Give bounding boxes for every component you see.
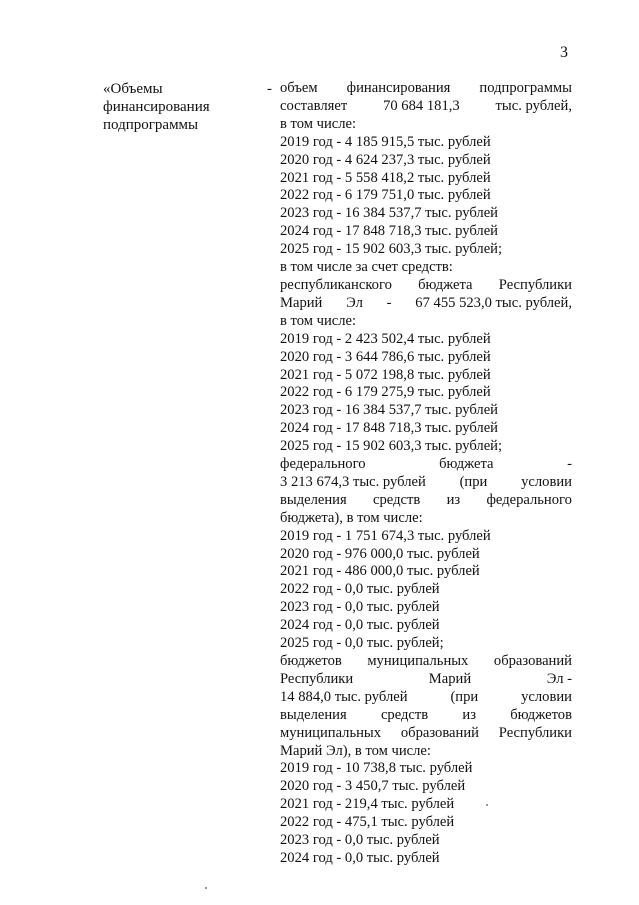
word: 3 213 674,3 тыс. рублей	[280, 473, 426, 490]
page-number: 3	[560, 44, 568, 61]
word: подпрограммы	[479, 80, 572, 96]
text-line	[280, 707, 572, 725]
word: Эл -	[546, 670, 572, 687]
word: бюджета	[418, 276, 473, 293]
text-line	[280, 689, 572, 707]
word: Эл	[346, 294, 363, 311]
text-line: бюджета), в том числе:	[280, 509, 423, 526]
word: бюджетов	[280, 653, 342, 669]
word: финансирования	[346, 80, 451, 96]
year-amount: 2021 год - 5 072 198,8 тыс. рублей	[280, 366, 491, 383]
year-amount: 2022 год - 6 179 275,9 тыс. рублей	[280, 384, 491, 401]
section-label	[103, 80, 263, 134]
word: образований	[493, 653, 572, 669]
word: тыс. рублей,	[495, 97, 572, 114]
year-amount: 2024 год - 17 848 718,3 тыс. рублей	[280, 420, 498, 437]
word: выделения	[280, 491, 347, 508]
word: условии	[521, 473, 572, 490]
year-amount: 2024 год - 0,0 тыс. рублей	[280, 849, 440, 866]
text-line	[280, 98, 572, 116]
year-amount: 2021 год - 5 558 418,2 тыс. рублей	[280, 169, 491, 186]
year-amount: 2020 год - 4 624 237,3 тыс. рублей	[280, 151, 491, 168]
scan-speck	[205, 887, 207, 889]
text-line	[280, 474, 572, 492]
word: образований	[400, 724, 479, 741]
word: 14 884,0 тыс. рублей	[280, 688, 408, 705]
word: (при	[459, 473, 488, 490]
word: составляет	[280, 97, 348, 114]
text-line: Марий Эл), в том числе:	[280, 742, 431, 759]
year-amount: 2020 год - 3 450,7 тыс. рублей	[280, 778, 466, 795]
word: выделения	[280, 706, 347, 723]
word: Марий	[428, 670, 472, 687]
year-amount: 2021 год - 219,4 тыс. рублей	[280, 796, 455, 813]
year-amount: 2023 год - 16 384 537,7 тыс. рублей	[280, 402, 498, 419]
word: средств	[380, 706, 429, 723]
year-amount: 2019 год - 4 185 915,5 тыс. рублей	[280, 133, 491, 150]
word: (при	[450, 688, 479, 705]
year-amount: 2022 год - 6 179 751,0 тыс. рублей	[280, 187, 491, 204]
year-amount: 2024 год - 17 848 718,3 тыс. рублей	[280, 223, 498, 240]
year-amount: 2023 год - 0,0 тыс. рублей	[280, 599, 440, 616]
text-line	[280, 277, 572, 295]
year-amount: 2024 год - 0,0 тыс. рублей	[280, 617, 440, 634]
word: объем	[280, 80, 318, 96]
text-line	[280, 725, 572, 743]
word: из	[446, 491, 461, 508]
scan-speck	[486, 804, 488, 806]
text-line	[280, 653, 572, 671]
word: муниципальных	[280, 724, 382, 741]
word: условии	[521, 688, 572, 705]
year-amount: 2022 год - 475,1 тыс. рублей	[280, 814, 455, 831]
year-amount: 2020 год - 3 644 786,6 тыс. рублей	[280, 348, 491, 365]
word: республиканского	[280, 276, 392, 293]
year-amount: 2020 год - 976 000,0 тыс. рублей	[280, 545, 480, 562]
word: Марий	[280, 294, 323, 311]
word: федерального	[280, 456, 366, 473]
word: 67 455 523,0 тыс. рублей,	[415, 294, 572, 311]
text-line: в том числе за счет средств:	[280, 259, 453, 276]
year-amount: 2019 год - 1 751 674,3 тыс. рублей	[280, 527, 491, 544]
word: Республики	[498, 276, 572, 293]
word: муниципальных	[367, 653, 469, 669]
financing-text	[280, 80, 572, 868]
year-amount: 2021 год - 486 000,0 тыс. рублей	[280, 563, 480, 580]
year-amount: 2023 год - 16 384 537,7 тыс. рублей	[280, 205, 498, 222]
text-line	[280, 80, 572, 98]
label-line: «Объемы	[103, 81, 163, 97]
text-line: в том числе:	[280, 312, 357, 329]
label-line: финансирования	[103, 99, 210, 115]
year-amount: 2023 год - 0,0 тыс. рублей	[280, 832, 440, 849]
year-amount: 2019 год - 10 738,8 тыс. рублей	[280, 760, 473, 777]
year-amount: 2025 год - 15 902 603,3 тыс. рублей;	[280, 241, 503, 258]
word: Республики	[498, 724, 572, 741]
total-amount: 70 684 181,3	[383, 97, 460, 114]
text-line: в том числе:	[280, 115, 357, 132]
word: бюджета	[439, 456, 494, 473]
text-line	[280, 671, 572, 689]
word: -	[567, 456, 572, 473]
text-line	[280, 456, 572, 474]
word: средств	[373, 491, 421, 508]
text-line	[280, 492, 572, 510]
text-line	[280, 295, 572, 313]
year-amount: 2025 год - 15 902 603,3 тыс. рублей;	[280, 438, 503, 455]
word: федерального	[486, 491, 572, 508]
year-amount: 2022 год - 0,0 тыс. рублей	[280, 581, 440, 598]
word: -	[386, 294, 392, 311]
separator-dash: -	[267, 81, 272, 97]
year-amount: 2025 год - 0,0 тыс. рублей;	[280, 635, 444, 652]
word: бюджетов	[510, 706, 572, 723]
word: Республики	[280, 670, 354, 687]
label-line: подпрограммы	[103, 117, 199, 133]
word: из	[462, 706, 476, 723]
year-amount: 2019 год - 2 423 502,4 тыс. рублей	[280, 330, 491, 347]
